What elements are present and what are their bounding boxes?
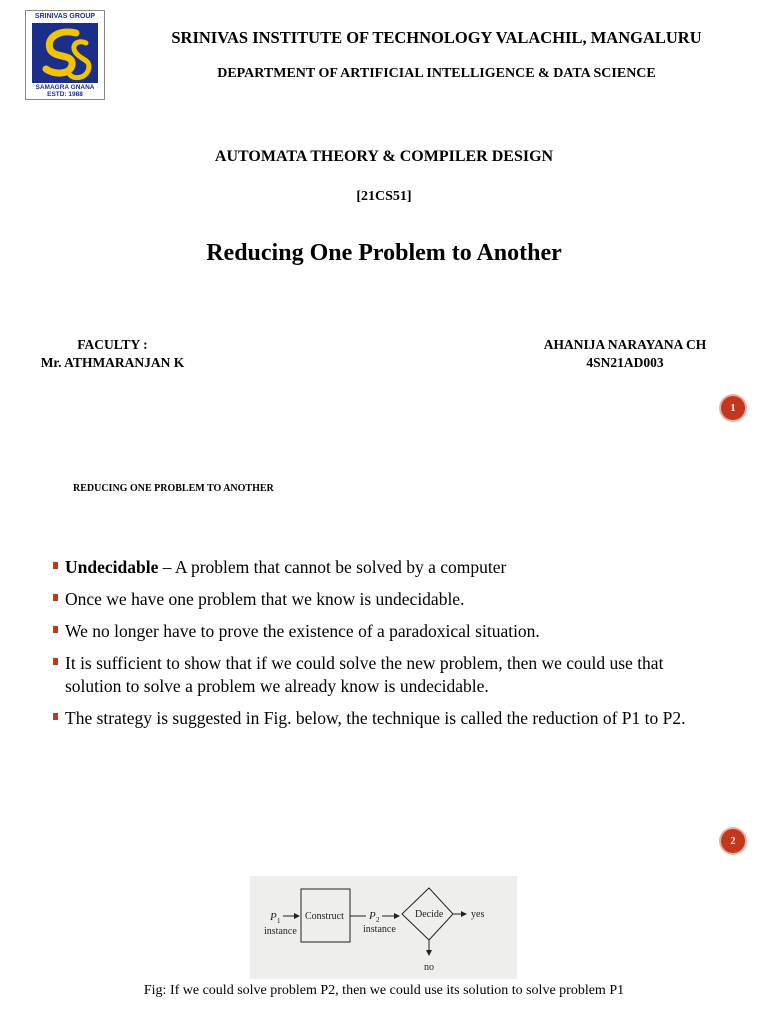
reduction-figure	[250, 876, 517, 979]
bullet-icon	[53, 562, 58, 569]
bullet-text: Once we have one problem that we know is undecidable.	[65, 589, 465, 609]
page-number-badge: 2	[721, 829, 745, 853]
student-usn: 4SN21AD003	[586, 355, 664, 370]
bullet-list	[53, 556, 713, 739]
decide-label: Decide	[415, 909, 444, 920]
bullet-icon	[53, 713, 58, 720]
list-item	[53, 588, 713, 611]
slide-heading: REDUCING ONE PROBLEM TO ANOTHER	[73, 483, 274, 494]
bullet-bold: Undecidable	[65, 557, 159, 577]
department-name: DEPARTMENT OF ARTIFICIAL INTELLIGENCE & DATA SCIENCE	[217, 66, 656, 81]
bullet-text: It is sufficient to show that if we could solve the new problem, then we could use that solution to solve a problem we already know is undecidable.	[65, 653, 664, 696]
page-number-badge: 1	[721, 396, 745, 420]
list-item	[53, 620, 713, 643]
p2-label: P	[369, 910, 376, 922]
bullet-text: We no longer have to prove the existence of a paradoxical situation.	[65, 621, 540, 641]
course-code: [21CS51]	[356, 189, 412, 204]
logo-established: ESTD: 1988	[47, 91, 83, 98]
construct-label: Construct	[305, 911, 344, 922]
student-block	[520, 336, 730, 372]
logo-top-text: SRINIVAS GROUP	[34, 13, 96, 20]
p1-subscript: 1	[277, 917, 281, 925]
logo-bottom-text	[26, 84, 104, 98]
bullet-text: The strategy is suggested in Fig. below, the technique is called the reduction of P1 to P2.	[65, 708, 686, 728]
bullet-icon	[53, 626, 58, 633]
course-title: AUTOMATA THEORY & COMPILER DESIGN	[214, 148, 554, 165]
faculty-block	[20, 336, 205, 372]
list-item	[53, 556, 713, 579]
faculty-label: FACULTY :	[77, 337, 148, 352]
bullet-icon	[53, 594, 58, 601]
p2-instance-label: instance	[363, 924, 396, 935]
list-item	[53, 652, 713, 698]
p1-instance-label: instance	[264, 926, 297, 937]
logo-motto: SAMAGRA GNANA	[35, 84, 95, 91]
logo-emblem-icon	[32, 23, 98, 83]
institute-name: SRINIVAS INSTITUTE OF TECHNOLOGY VALACHIL, MANGALURU	[171, 28, 702, 47]
student-name: AHANIJA NARAYANA CH	[543, 337, 707, 352]
bullet-text: – A problem that cannot be solved by a computer	[158, 557, 507, 577]
institute-logo	[25, 10, 105, 100]
reduction-diagram	[250, 876, 517, 979]
p2-subscript: 2	[376, 916, 380, 924]
yes-label: yes	[471, 909, 485, 920]
p1-label: P	[270, 911, 277, 923]
list-item	[53, 707, 713, 730]
faculty-name: Mr. ATHMARANJAN K	[40, 355, 185, 370]
figure-caption: Fig: If we could solve problem P2, then we could use its solution to solve problem P1	[143, 983, 625, 998]
no-label: no	[424, 962, 434, 973]
presentation-title: Reducing One Problem to Another	[206, 240, 562, 266]
bullet-icon	[53, 658, 58, 665]
